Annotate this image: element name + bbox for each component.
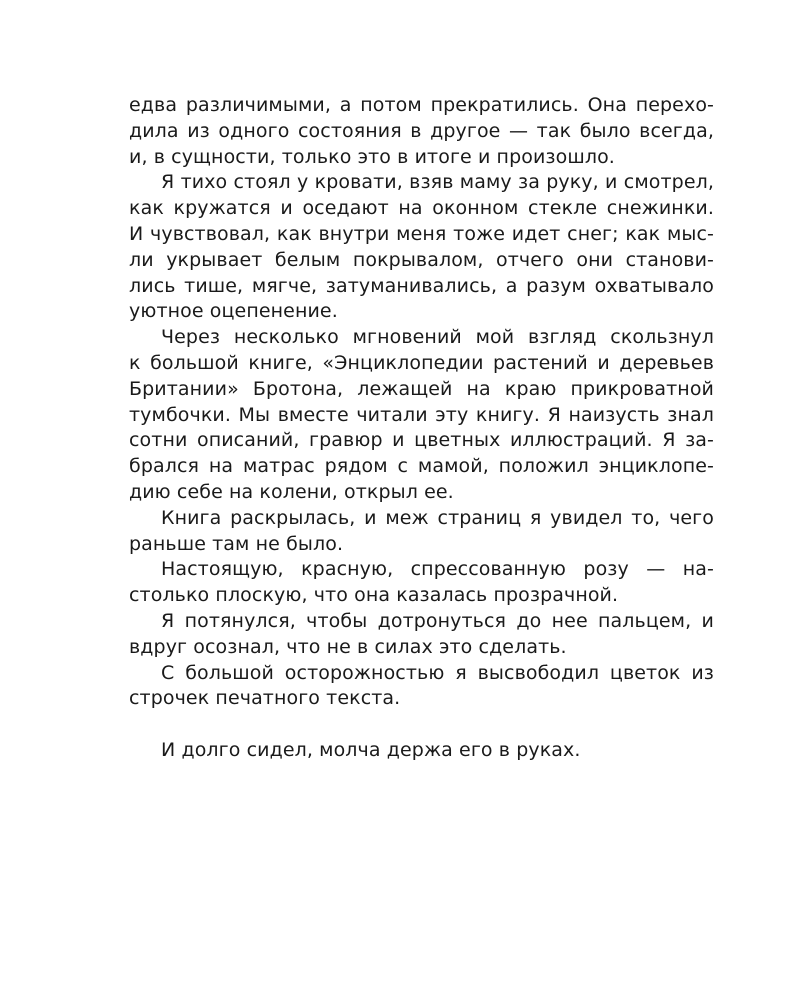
text-line: брался на матрас рядом с мамой, положил энциклопе-	[129, 455, 714, 478]
text-line: лись тише, мягче, затуманивались, а разум охватывало	[129, 274, 714, 297]
text-line: дила из одного состояния в другое — так было всегда,	[129, 119, 714, 142]
text-line: сотни описаний, гравюр и цветных иллюстраций. Я за-	[129, 429, 714, 452]
text-line: Я потянулся, чтобы дотронуться до нее пальцем, и	[161, 609, 714, 632]
text-line: Книга раскрылась, и меж страниц я увидел то, чего	[161, 506, 714, 529]
text-line: ли укрывает белым покрывалом, отчего они станови-	[129, 248, 714, 271]
text-line: строчек печатного текста.	[129, 687, 401, 710]
text-line: тумбочки. Мы вместе читали эту книгу. Я наизусть знал	[129, 403, 714, 426]
text-line: к большой книге, «Энциклопедии растений и деревьев	[129, 351, 714, 374]
text-line: едва различимыми, а потом прекратились. Она перехо-	[129, 94, 714, 116]
text-line: С большой осторожностью я высвободил цветок из	[161, 661, 714, 684]
text-line: уютное оцепенение.	[129, 300, 338, 323]
text-line: Через несколько мгновений мой взгляд скользнул	[161, 326, 714, 349]
text-line: как кружатся и оседают на оконном стекле снежинки.	[129, 197, 714, 220]
text-line: Настоящую, красную, спрессованную розу — на-	[161, 558, 714, 581]
blank-line	[129, 712, 714, 738]
text-line: И чувствовал, как внутри меня тоже идет снег; как мыс-	[129, 222, 714, 245]
text-line: столько плоскую, что она казалась прозрачной.	[129, 584, 619, 607]
text-line: И долго сидел, молча держа его в руках.	[161, 738, 581, 761]
text-line: дию себе на колени, открыл ее.	[129, 480, 454, 503]
text-line: раньше там не было.	[129, 532, 344, 555]
text-line: Британии» Бротона, лежащей на краю прикроватной	[129, 377, 714, 400]
text-line: Я тихо стоял у кровати, взяв маму за руку, и смотрел,	[161, 171, 714, 194]
text-line: вдруг осознал, что не в силах это сделать.	[129, 635, 567, 658]
text-line: и, в сущности, только это в итоге и произошло.	[129, 145, 615, 168]
body-text	[129, 93, 714, 764]
